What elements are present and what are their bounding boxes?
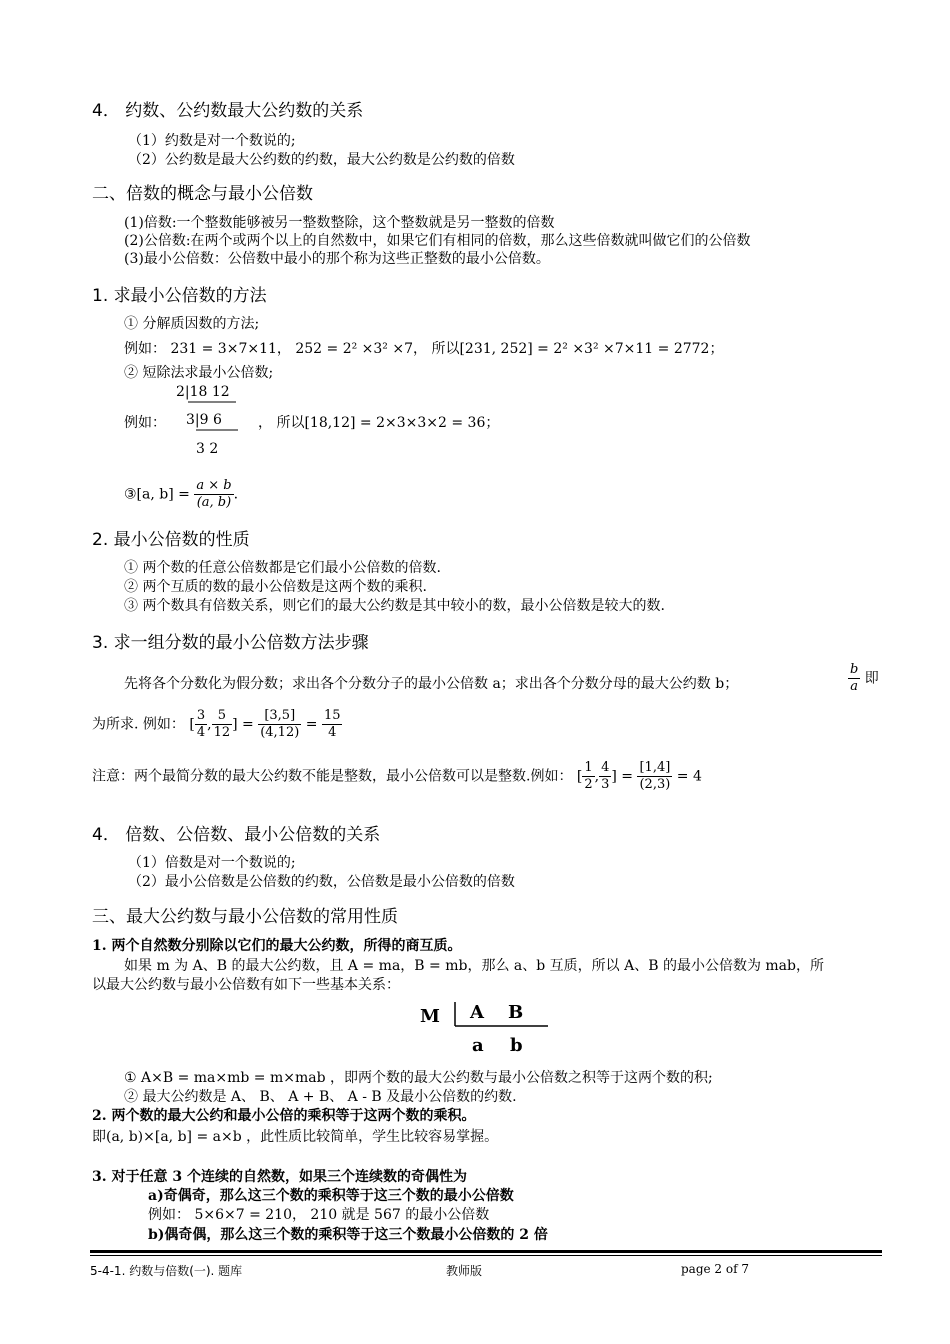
text-line: 如果 m 为 A、B 的最大公约数，且 A = ma，B = mb，那么 a、b 互质，所以 A、B 的最小公倍数为 mab，所 <box>124 958 824 974</box>
text-line: ① 两个数的任意公倍数都是它们最小公倍数的倍数. <box>124 560 441 576</box>
footer-edition: 教师版 <box>446 1264 483 1278</box>
footer-rule-thick <box>90 1250 882 1253</box>
note-line: 注意：两个最简分数的最大公约数不能是整数，最小公倍数可以是整数.例如： [ $\frac{1}{2}$ , $\frac{4}{3}$ ] = $\frac{[1,4]}{(2,3)}$ = 4 <box>92 760 702 792</box>
example-label: 为所求. 例如： <box>92 716 185 733</box>
fraction-numerator: 3 <box>196 708 206 723</box>
fraction-denominator: a <box>850 679 859 694</box>
fraction-b-over-a <box>848 662 879 695</box>
section-title-divisor-relation: 4． 约数、公约数最大公约数的关系 <box>92 101 364 121</box>
text-line: （1）倍数是对一个数说的; <box>128 855 296 871</box>
short-division-example-label: 例如： <box>124 415 166 431</box>
diagram-b: B <box>508 1002 524 1023</box>
text-line: b)偶奇偶，那么这三个数的乘积等于这三个数最小公倍数的 2 倍 <box>148 1227 548 1243</box>
lcm-formula-lhs: ③[a, b] = <box>124 486 190 503</box>
text-line: 例如： 5×6×7 = 210， 210 就是 567 的最小公倍数 <box>148 1207 490 1223</box>
text-line: 以最大公约数与最小公倍数有如下一些基本关系： <box>92 977 400 993</box>
property-2-title: 2. 两个数的最大公约和最小公倍的乘积等于这两个数的乘积。 <box>92 1108 476 1124</box>
short-division-row-2: 3|9 6 <box>186 412 222 428</box>
text-ji: 即 <box>864 670 879 687</box>
section-title-lcm-properties: 2. 最小公倍数的性质 <box>92 530 250 550</box>
text-line: (1)倍数:一个整数能够被另一整数整除，这个整数就是另一整数的倍数 <box>124 215 555 231</box>
text-line: ① 分解质因数的方法; <box>124 316 260 332</box>
text-line: ③ 两个数具有倍数关系，则它们的最大公约数是其中较小的数，最小公倍数是较大的数. <box>124 598 665 614</box>
lcm-formula: ③[a, b] = $\frac{a \times b}{(a, b)}$ . <box>124 478 239 510</box>
section-title-lcm-method: 1. 求最小公倍数的方法 <box>92 286 267 306</box>
text-line: （2）公约数是最大公约数的约数，最大公约数是公约数的倍数 <box>128 152 515 168</box>
text-line: (2)公倍数:在两个或两个以上的自然数中，如果它们有相同的倍数，那么这些倍数就叫做它们的公倍数 <box>124 233 751 249</box>
text-line: a)奇偶奇，那么这三个数的乘积等于这三个数的最小公倍数 <box>148 1188 514 1204</box>
fraction-numerator: 4 <box>601 760 610 775</box>
fraction-denominator: 3 <box>601 777 610 792</box>
property-3-title: 3. 对于任意 3 个连续的自然数，如果三个连续数的奇偶性为 <box>92 1169 467 1185</box>
property-1-title: 1. 两个自然数分别除以它们的最大公约数，所得的商互质。 <box>92 938 462 954</box>
footer-rule-thin <box>90 1255 882 1256</box>
text-line: （1）约数是对一个数说的; <box>128 133 296 149</box>
text-line: （2）最小公倍数是公倍数的约数，公倍数是最小公倍数的倍数 <box>128 874 515 890</box>
fraction-denominator: 12 <box>213 725 231 740</box>
text-line: ② 两个互质的数的最小公倍数是这两个数的乘积. <box>124 579 427 595</box>
text-line: (3)最小公倍数：公倍数中最小的那个称为这些正整数的最小公倍数。 <box>124 251 550 267</box>
fraction-numerator: b <box>850 662 859 677</box>
footer-title: 5-4-1. 约数与倍数(一). 题库 <box>90 1264 243 1278</box>
diagram-quotient-b: b <box>510 1035 523 1056</box>
section-title-fraction-lcm: 3. 求一组分数的最小公倍数方法步骤 <box>92 633 369 653</box>
text-line: ② 短除法求最小公倍数; <box>124 365 274 381</box>
note-result: = 4 <box>676 768 702 785</box>
lcm-formula-numerator: a × b <box>196 478 232 493</box>
diagram-quotient-a: a <box>472 1035 484 1056</box>
part-title-properties: 三、最大公约数与最小公倍数的常用性质 <box>92 907 398 927</box>
fraction-denominator: 2 <box>584 777 593 792</box>
text-line: 即(a, b)×[a, b] = a×b ，此性质比较简单，学生比较容易掌握。 <box>92 1129 499 1145</box>
text-line: ① A×B = ma×mb = m×mab ，即两个数的最大公约数与最小公倍数之积等于这两个数的积; <box>124 1070 713 1086</box>
fraction-numerator: [3,5] <box>258 708 301 725</box>
fraction-numerator: [1,4] <box>639 760 671 775</box>
short-division-row-1: 2|18 12 <box>176 384 230 400</box>
fraction-example: 为所求. 例如： [ $\frac{3}{4}$ , $\frac{5}{12}$ ] = $\frac{[3,5]}{(4,12)}$ = $\frac{15}{4}$ <box>92 708 341 740</box>
fraction-numerator: 1 <box>584 760 593 775</box>
diagram-m: M <box>420 1006 440 1027</box>
section-title-multiple-relation: 4． 倍数、公倍数、最小公倍数的关系 <box>92 825 381 845</box>
footer-page-number: page 2 of 7 <box>681 1262 749 1276</box>
fraction-numerator: 15 <box>323 708 341 723</box>
fraction-denominator: 4 <box>196 725 206 740</box>
fraction-denominator: 4 <box>328 725 337 740</box>
text-line: ② 最大公约数是 A、 B、 A + B、 A - B 及最小公倍数的约数. <box>124 1089 517 1105</box>
note-text: 注意：两个最简分数的最大公约数不能是整数，最小公倍数可以是整数.例如： <box>92 768 573 785</box>
fraction-numerator: 5 <box>212 708 233 725</box>
fraction-denominator: (4,12) <box>260 725 300 740</box>
example-line: 例如： 231 = 3×7×11， 252 = 2² ×3² ×7， 所以[231, 252] = 2² ×3² ×7×11 = 2772； <box>124 341 724 357</box>
short-division-result: ， 所以[18,12] = 2×3×3×2 = 36； <box>258 415 500 431</box>
diagram-a: A <box>470 1002 484 1023</box>
text-line: 先将各个分数化为假分数；求出各个分数分子的最小公倍数 a；求出各个分数分母的最大公约数 b； <box>124 676 739 692</box>
lcm-formula-denominator: (a, b) <box>196 495 232 510</box>
part-title-multiples: 二、倍数的概念与最小公倍数 <box>92 184 313 204</box>
fraction-denominator: (2,3) <box>639 777 671 792</box>
short-division-row-3: 3 2 <box>196 441 219 457</box>
